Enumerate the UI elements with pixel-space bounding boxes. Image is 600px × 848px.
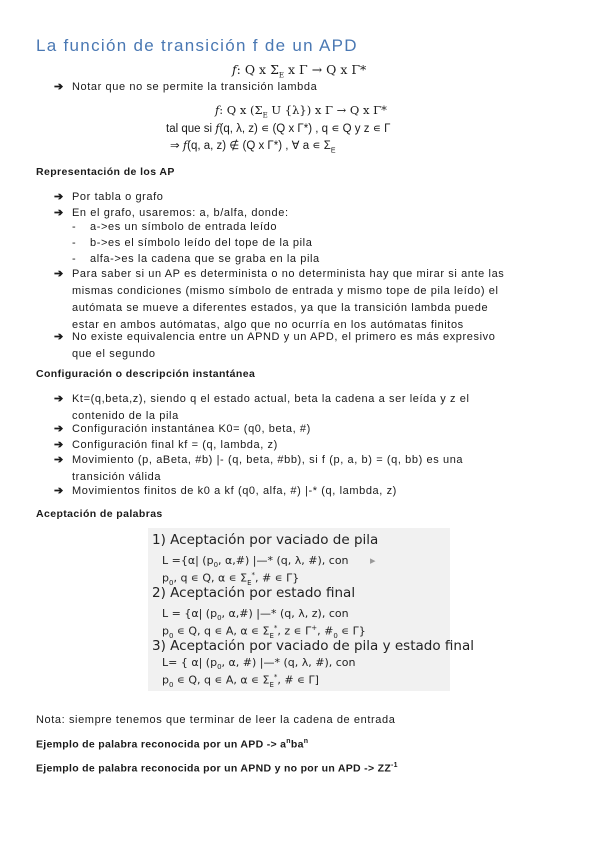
example-apd-text: Ejemplo de palabra reconocida por un APD -> a [36, 738, 287, 751]
accept-line-3a: L= { α| ($p_0$, α, #) |—* (q, λ, #), con [162, 656, 356, 672]
accept-heading-3: 3) Aceptación por vaciado de pila y estado final [152, 638, 474, 654]
bullet-text: Kt=(q,beta,z), siendo q el estado actual, beta la cadena a ser leída y z el [72, 393, 470, 405]
transition-formula: f: Q x $\Sigma_E$ x Γ → Q x Γ* [232, 62, 367, 80]
bullet-repr-1 [54, 189, 574, 206]
sup: n [303, 738, 309, 745]
accept-heading-1: 1) Aceptación por vaciado de pila [152, 532, 379, 548]
section-heading-accept: Aceptación de palabras [36, 508, 163, 520]
arrow-icon: ➔ [54, 439, 64, 451]
accept-line-2b: $p_0$ ∊ Q, q ∊ A, α ∊ $\Sigma_E^*$, z ∊ Γ+, $\#_0$ ∊ Γ} [162, 624, 366, 640]
example-apd [36, 738, 308, 751]
dash-item-1 [72, 221, 472, 238]
page-title: La función de transición f de un APD [36, 36, 358, 55]
accept-heading-2: 2) Aceptación por estado final [152, 585, 356, 601]
bullet-text: Configuración final kf = (q, lambda, z) [72, 439, 278, 451]
note-end: Nota: siempre tenemos que terminar de leer la cadena de entrada [36, 714, 396, 726]
bullet-text: No existe equivalencia entre un APND y un APD, el primero es más expresivo [72, 331, 496, 343]
section-heading-config: Configuración o descripción instantánea [36, 368, 256, 380]
bullet-text: Por tabla o grafo [72, 191, 164, 203]
bullet-text: Configuración instantánea K0= (q0, beta, #) [72, 423, 311, 435]
bullet-note-lambda [54, 79, 574, 96]
arrow-icon: ➔ [54, 331, 64, 343]
sup: n [286, 738, 291, 745]
example-apnd-text: Ejemplo de palabra reconocida por un APND y no por un APD -> ZZ [36, 762, 392, 775]
arrow-icon: ➔ [54, 81, 64, 93]
acceptance-image [148, 528, 474, 691]
bullet-repr-2 [54, 205, 574, 222]
bullet-repr-4 [54, 329, 594, 363]
dash-text: a->es un símbolo de entrada leído [90, 221, 278, 233]
section-heading-repr: Representación de los AP [36, 166, 175, 178]
dash-marker: - [72, 253, 77, 265]
bullet-config-1 [54, 391, 594, 425]
accept-line-3b: $p_0$ ∊ Q, q ∊ A, α ∊ $\Sigma_E^*$, # ∊ Γ] [162, 673, 319, 689]
accept-line-1b: $p_0$, q ∊ Q, α ∊ $\Sigma_E^*$, # ∊ Γ} [162, 571, 300, 587]
bullet-text: autómata se mueve a diferentes estados, ya que la transición lambda puede [72, 302, 489, 314]
accept-line-1a: L ={α| ($p_0$, α,#) |—* (q, λ, #), con ▸ [162, 554, 376, 570]
arrow-icon: ➔ [54, 268, 64, 280]
formula-line-2: tal que si f(q, λ, z) ∊ (Q x Γ*) , q ∊ Q y z ∊ Γ [166, 121, 391, 135]
formula-line-1: f: Q x ($\Sigma_E$ U {λ}) x Γ → Q x Γ* [215, 103, 387, 120]
arrow-icon: ➔ [54, 454, 64, 466]
dash-text: b->es el símbolo leído del tope de la pila [90, 237, 313, 249]
arrow-icon: ➔ [54, 207, 64, 219]
sup: -1 [391, 762, 398, 769]
arrow-icon: ➔ [54, 485, 64, 497]
bullet-text: transición válida [72, 471, 162, 483]
bullet-text: Movimientos finitos de k0 a kf (q0, alfa, #) |-* (q, lambda, z) [72, 485, 397, 497]
bullet-text: Para saber si un AP es determinista o no determinista hay que mirar si ante las [72, 268, 505, 280]
bullet-repr-3 [54, 266, 594, 334]
arrow-icon: ➔ [54, 423, 64, 435]
bullet-config-2 [54, 421, 574, 438]
dash-marker: - [72, 237, 77, 249]
bullet-config-4 [54, 452, 594, 486]
note-lambda-text: Notar que no se permite la transición lambda [72, 81, 318, 93]
dash-item-2 [72, 237, 472, 254]
accept-line-2a: L = {α| ($p_0$, α,#) |—* (q, λ, z), con [162, 607, 349, 623]
bullet-config-5 [54, 483, 574, 500]
arrow-icon: ➔ [54, 393, 64, 405]
dash-text: alfa->es la cadena que se graba en la pila [90, 253, 320, 265]
formula-line-3: ⇒ f(q, a, z) ∉ (Q x Γ*) , ∀ a ∊ $\Sigma_E$ [170, 138, 336, 155]
dash-marker: - [72, 221, 77, 233]
bullet-text: contenido de la pila [72, 410, 179, 422]
bullet-text: estar en ambos autómatas, algo que no ocurría en los autómatas finitos [72, 319, 464, 331]
bullet-text: que el segundo [72, 348, 156, 360]
arrow-icon: ➔ [54, 191, 64, 203]
example-apd-mid: ba [290, 738, 304, 751]
bullet-text: Movimiento (p, aBeta, #b) |- (q, beta, #bb), si f (p, a, b) = (q, bb) es una [72, 454, 464, 466]
bullet-text: En el grafo, usaremos: a, b/alfa, donde: [72, 207, 289, 219]
bullet-text: mismas condiciones (mismo símbolo de entrada y mismo tope de pila leído) el [72, 285, 499, 297]
example-apnd [36, 762, 398, 775]
